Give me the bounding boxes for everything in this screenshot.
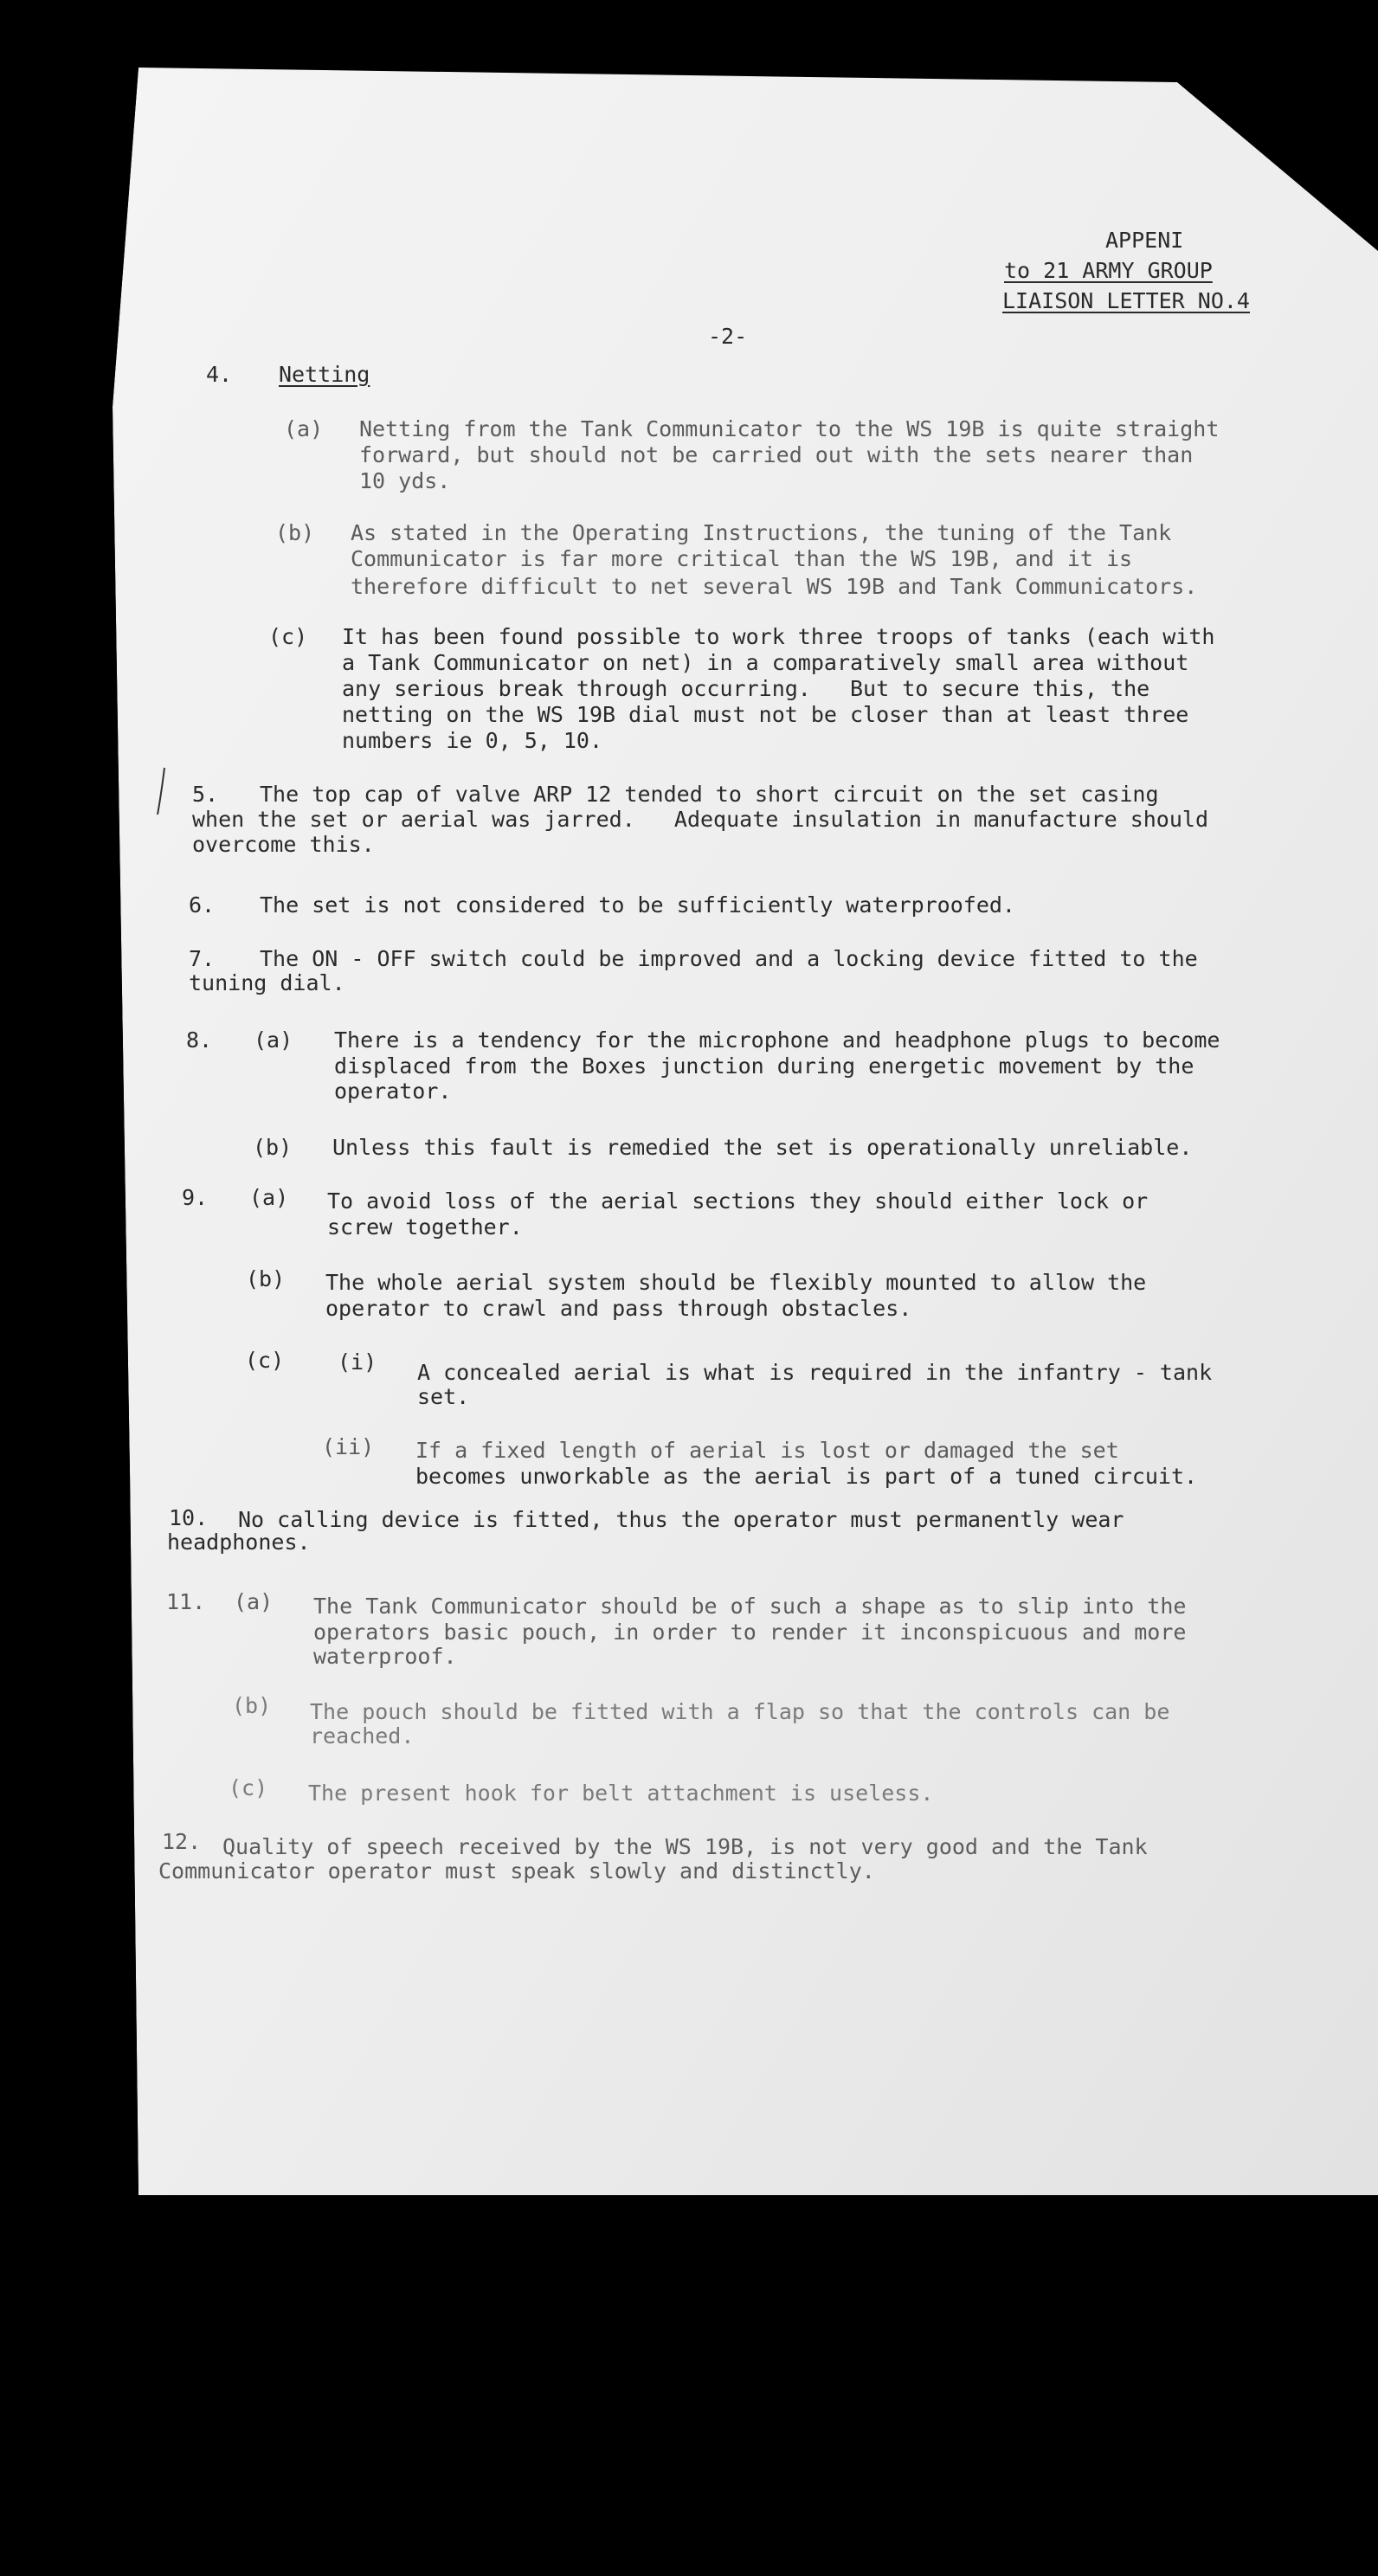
section-11a-line1: The Tank Communicator should be of such a shape as to slip into the (313, 1594, 1187, 1619)
section-9c-ii-label: (ii) (322, 1434, 375, 1459)
section-9b-label: (b) (246, 1266, 286, 1291)
section-8a-label: (a) (254, 1027, 293, 1053)
section-9b-line2: operator to crawl and pass through obstacles. (325, 1296, 912, 1321)
section-10-number: 10. (169, 1505, 209, 1530)
section-8a-line1: There is a tendency for the microphone and headphone plugs to become (334, 1027, 1220, 1053)
section-11a-line3: waterproof. (313, 1644, 457, 1669)
section-11c-label: (c) (229, 1775, 268, 1800)
section-4c-label: (c) (268, 624, 308, 649)
appendix-header-line1: APPENI (1105, 228, 1184, 253)
section-8b-label: (b) (253, 1135, 293, 1160)
section-4b-line1: As stated in the Operating Instructions, the tuning of the Tank (351, 520, 1172, 545)
appendix-header-line3: LIAISON LETTER NO.4 (1002, 288, 1250, 313)
section-5-line2: when the set or aerial was jarred. Adequate insulation in manufacture should (192, 807, 1208, 832)
section-9a-label: (a) (249, 1185, 289, 1210)
section-4a-line1: Netting from the Tank Communicator to the WS 19B is quite straight (359, 416, 1220, 441)
section-12-line2: Communicator operator must speak slowly and distinctly. (158, 1858, 875, 1884)
section-12-number: 12. (162, 1829, 202, 1854)
section-4c-line4: netting on the WS 19B dial must not be closer than at least three (342, 702, 1189, 727)
section-4c-line5: numbers ie 0, 5, 10. (342, 728, 603, 753)
section-8b-line: Unless this fault is remedied the set is operationally unreliable. (332, 1135, 1193, 1160)
section-9c-i-line1: A concealed aerial is what is required in the infantry - tank (417, 1360, 1213, 1385)
section-8a-line2: displaced from the Boxes junction during energetic movement by the (334, 1053, 1194, 1079)
section-11b-label: (b) (232, 1693, 272, 1718)
section-9b-line1: The whole aerial system should be flexibly mounted to allow the (325, 1270, 1147, 1295)
section-11-number: 11. (166, 1589, 206, 1614)
section-4-number: 4. (206, 362, 233, 387)
page-number: -2- (708, 324, 748, 349)
section-11c-line: The present hook for belt attachment is useless. (308, 1781, 934, 1806)
section-11b-line1: The pouch should be fitted with a flap so that the controls can be (310, 1699, 1170, 1724)
section-4a-label: (a) (284, 416, 324, 441)
section-8-number: 8. (186, 1027, 213, 1053)
section-7-line1: The ON - OFF switch could be improved and a locking device fitted to the (260, 946, 1198, 971)
section-5-number: 5. (192, 782, 219, 807)
section-8a-line3: operator. (334, 1079, 452, 1104)
section-7-number: 7. (189, 946, 216, 971)
section-11a-label: (a) (234, 1589, 274, 1614)
section-9-number: 9. (182, 1185, 209, 1210)
section-11b-line2: reached. (310, 1723, 415, 1748)
section-6-line: The set is not considered to be sufficiently waterproofed. (260, 892, 1015, 918)
section-4a-line2: forward, but should not be carried out with the sets nearer than (359, 442, 1194, 467)
section-12-line1: Quality of speech received by the WS 19B, is not very good and the Tank (222, 1834, 1148, 1859)
section-9a-line2: screw together. (327, 1214, 523, 1240)
section-5-line1: The top cap of valve ARP 12 tended to short circuit on the set casing (260, 782, 1159, 807)
section-5-line3: overcome this. (192, 832, 375, 857)
section-9c-i-label: (i) (338, 1349, 377, 1375)
section-11a-line2: operators basic pouch, in order to render it inconspicuous and more (313, 1620, 1187, 1645)
section-9a-line1: To avoid loss of the aerial sections they should either lock or (327, 1188, 1149, 1214)
section-9c-ii-line1: If a fixed length of aerial is lost or damaged the set (415, 1438, 1119, 1463)
section-7-line2: tuning dial. (189, 970, 345, 995)
section-6-number: 6. (189, 892, 216, 918)
appendix-header-line2: to 21 ARMY GROUP (1004, 258, 1213, 283)
section-4b-label: (b) (275, 520, 315, 545)
section-9c-ii-line2: becomes unworkable as the aerial is part of a tuned circuit. (415, 1464, 1198, 1489)
section-4c-line1: It has been found possible to work three troops of tanks (each with (342, 624, 1215, 649)
section-4c-line2: a Tank Communicator on net) in a comparatively small area without (342, 650, 1189, 675)
section-4b-line2: Communicator is far more critical than the WS 19B, and it is (351, 546, 1133, 571)
section-10-line2: headphones. (167, 1530, 311, 1555)
section-4c-line3: any serious break through occurring. But to secure this, the (342, 676, 1150, 701)
section-9c-i-line2: set. (417, 1384, 470, 1409)
section-4b-line3: therefore difficult to net several WS 19B and Tank Communicators. (351, 574, 1198, 599)
section-9c-label: (c) (245, 1348, 285, 1373)
section-10-line1: No calling device is fitted, thus the operator must permanently wear (238, 1507, 1124, 1532)
section-4a-line3: 10 yds. (359, 468, 451, 493)
section-4-title: Netting (279, 362, 370, 387)
